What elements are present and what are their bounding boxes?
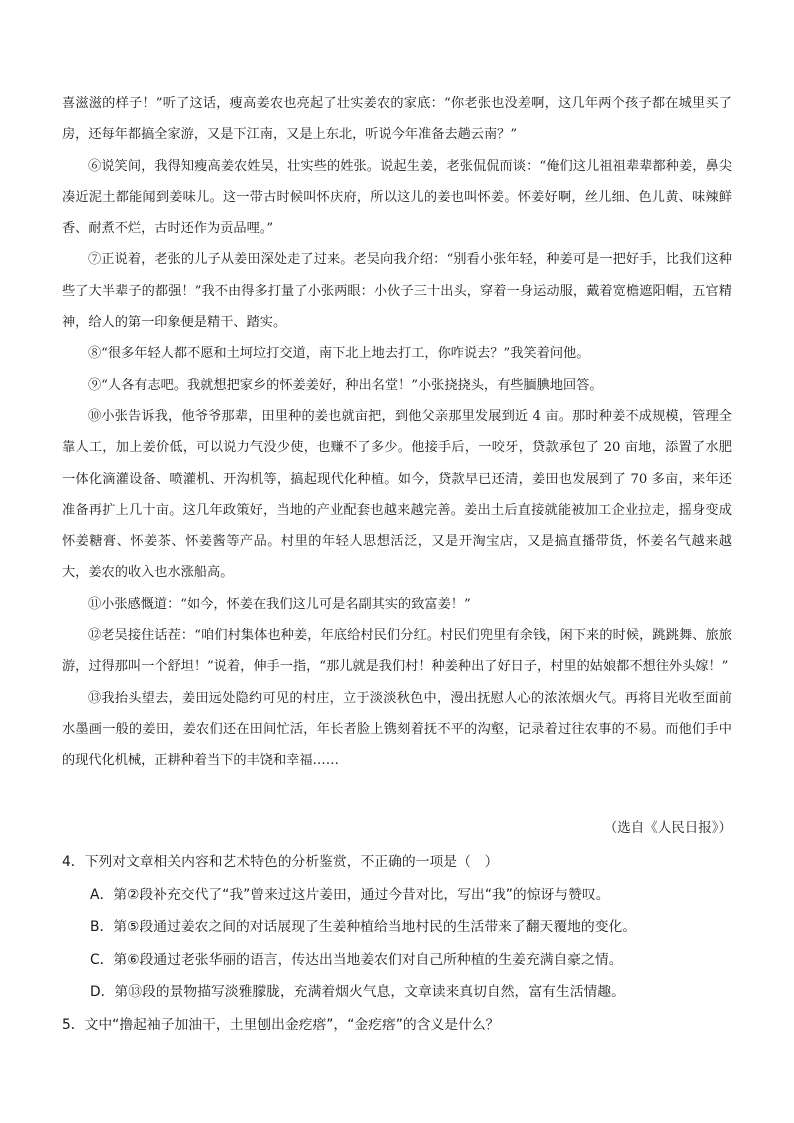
paragraph-8: ⑧“很多年轻人都不愿和土坷垃打交道，南下北上地去打工，你咋说去？”我笑着问他。 bbox=[88, 346, 590, 362]
paragraph-continued: 喜滋滋的样子！”听了这话，瘦高姜农也亮起了壮实姜农的家底：“你老张也没差啊，这几年两个孩子都在城里买了房，还每年都搞全家游，又是下江南，又是上东北，听说今年准备去趟云南？” bbox=[62, 96, 732, 143]
paragraph-7: ⑦正说着，老张的儿子从姜田深处走了过来。老吴向我介绍：“别看小张年轻，种姜可是一把好手，比我们这种些了大半辈子的都强！”我不由得多打量了小张两眼：小伙子三十出头，穿着一身运动服，戴着宽檐遮阳帽，五官精神，给人的第一印象便是精干、踏实。 bbox=[62, 252, 732, 331]
questions-section bbox=[62, 846, 732, 1042]
article-source: （选自《人民日报》） bbox=[603, 820, 732, 836]
question-4-option-d: D．第⑬段的景物描写淡雅朦胧，充满着烟火气息，文章读来真切自然，富有生活情趣。 bbox=[90, 984, 625, 1001]
question-4-stem: 4．下列对文章相关内容和艺术特色的分析鉴赏，不正确的一项是（ ） bbox=[62, 854, 499, 870]
question-4-option-c: C．第⑥段通过老张华丽的语言，传达出当地姜农们对自己所种植的生姜充满自豪之情。 bbox=[90, 951, 623, 968]
paragraph-13: ⑬我抬头望去，姜田远处隐约可见的村庄，立于淡淡秋色中，漫出抚慰人心的浓浓烟火气。再将目光收至面前水墨画一般的姜田，姜农们还在田间忙活，年长者脸上镌刻着抚不平的沟壑，记录着过往农事的不易。而他们手中的现代化机械，正耕种着当下的丰饶和幸福…… bbox=[62, 690, 732, 769]
article-body bbox=[62, 88, 732, 777]
paragraph-9: ⑨“人各有志吧。我就想把家乡的怀姜姜好，种出名堂！”小张挠挠头，有些腼腆地回答。 bbox=[88, 377, 603, 393]
paragraph-10: ⑩小张告诉我，他爷爷那辈，田里种的姜也就亩把，到他父亲那里发展到近 4 亩。那时种姜不成规模，管理全靠人工，加上姜价低，可以说力气没少使，也赚不了多少。他接手后，一咬牙，贷款承包了 20 亩地，添置了水肥一体化滴灌设备、喷灌机、开沟机等，搞起现代化种植。如今，贷款早已还清，姜田也发展到了 70 多亩，来年还准备再扩上几十亩。这几年政策好，当地的产业配套也越来越完善。姜出土后直接就能被加工企业拉走，摇身变成怀姜糖膏、怀姜茶、怀姜酱等产品。村里的年轻人思想活泛，又是开淘宝店，又是搞直播带货，怀姜名气越来越大，姜农的收入也水涨船高。 bbox=[62, 408, 732, 581]
question-5-stem: 5．文中“撸起袖子加油干，土里刨出金疙瘩”，“金疙瘩”的含义是什么？ bbox=[62, 1016, 500, 1033]
question-4-option-a: A．第②段补充交代了“我”曾来过这片姜田，通过今昔对比，写出“我”的惊讶与赞叹。 bbox=[90, 886, 610, 903]
paragraph-6: ⑥说笑间，我得知瘦高姜农姓吴，壮实些的姓张。说起生姜，老张侃侃而谈：“俺们这儿祖祖辈辈都种姜，鼻尖凑近泥土都能闻到姜味儿。这一带古时候叫怀庆府，所以这儿的姜也叫怀姜。怀姜好啊，丝儿细、色儿黄、味辣鲜香、耐煮不烂，古时还作为贡品哩。” bbox=[62, 158, 732, 237]
paragraph-12: ⑫老吴接住话茬：“咱们村集体也种姜，年底给村民们分红。村民们兜里有余钱，闲下来的时候，跳跳舞、旅旅游，过得那叫一个舒坦！”说着，伸手一指，“那儿就是我们村！种姜种出了好日子，村里的姑娘都不想往外头嫁！” bbox=[62, 628, 732, 675]
question-4-option-b: B．第⑤段通过姜农之间的对话展现了生姜种植给当地村民的生活带来了翻天覆地的变化。 bbox=[90, 919, 637, 936]
paragraph-11: ⑪小张感慨道：“如今，怀姜在我们这儿可是名副其实的致富姜！” bbox=[88, 596, 471, 612]
